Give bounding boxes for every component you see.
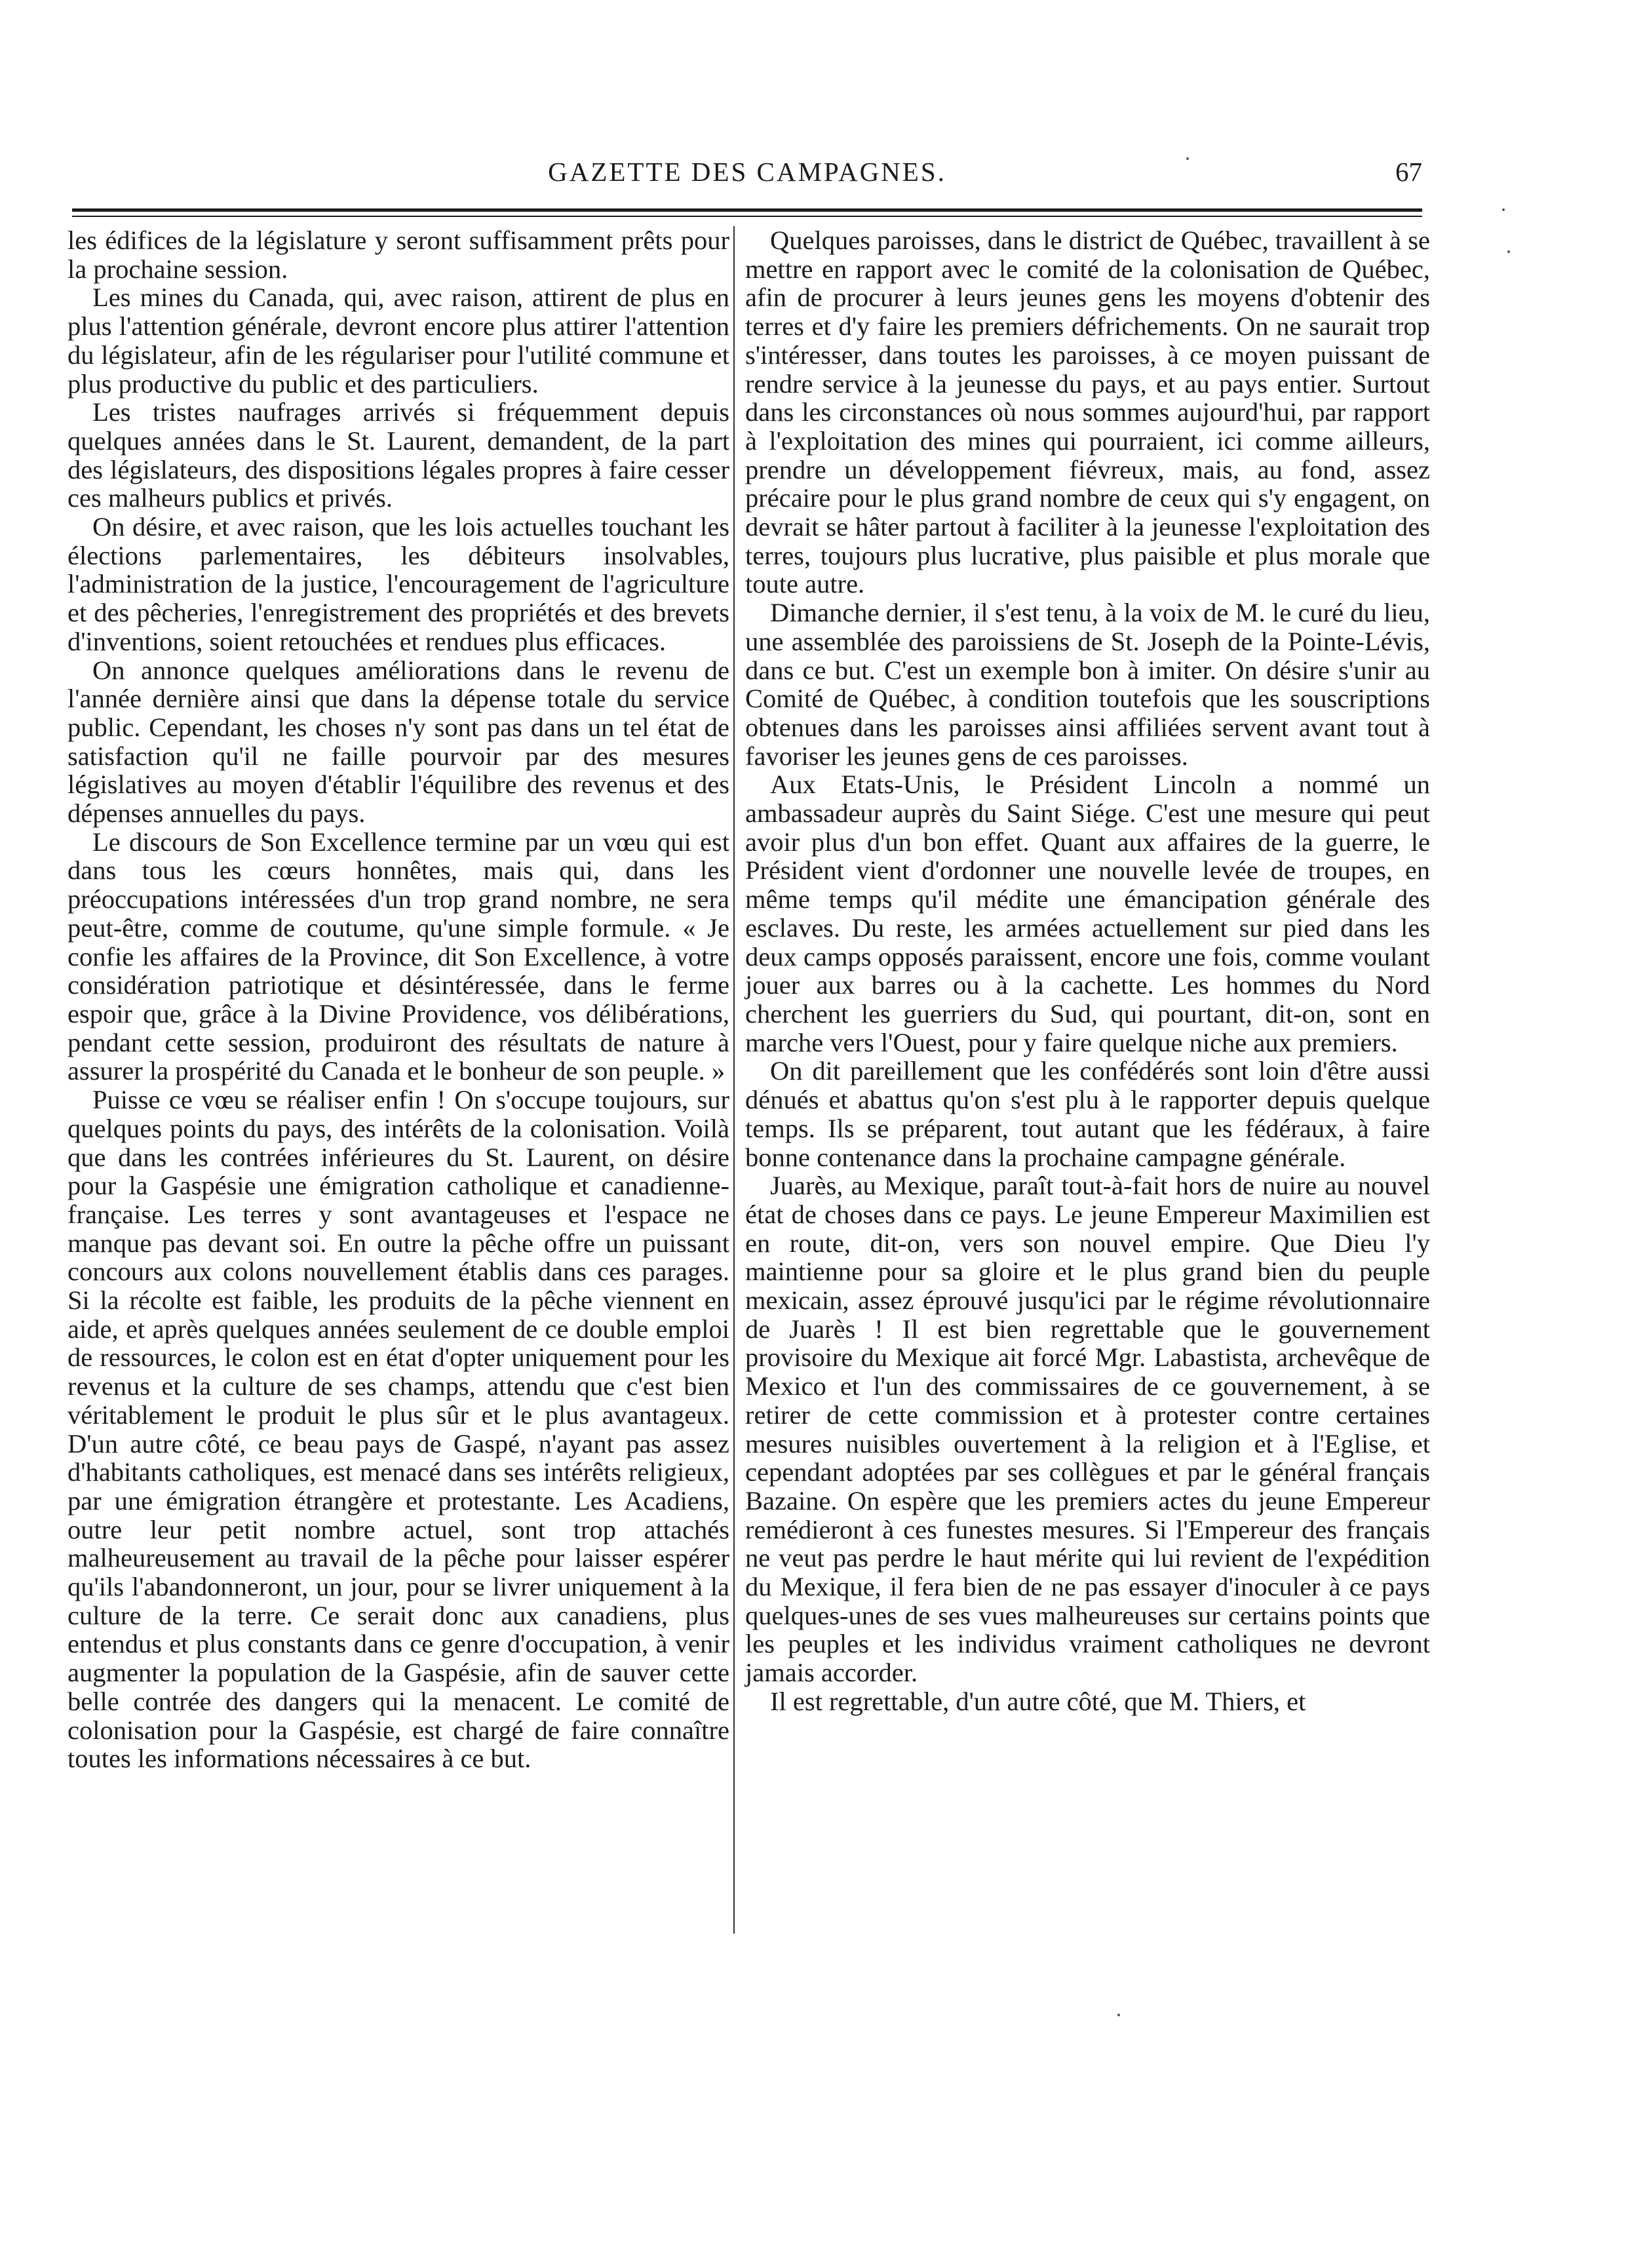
paragraph: On annonce quelques améliorations dans le revenu de l'année dernière ainsi que dans la dépense totale du service public. Cependant, les choses n'y sont pas dans un tel état de satisfaction qu'il ne faille pourvoir par des mesures législatives au moyen d'établir l'équilibre des revenus et des dépenses annuelles du pays.: [68, 655, 729, 829]
paragraph: Juarès, au Mexique, paraît tout-à-fait hors de nuire au nouvel état de choses dans ce pays. Le jeune Empereur Maximilien est en route, dit-on, vers son nouvel empire. Que Dieu l'y maintienne pour sa gloire et le plus grand bien du peuple mexicain, assez éprouvé jusqu'ici par le régime révolutionnaire de Juarès ! Il est bien regrettable que le gouvernement provisoire du Mexique ait forcé Mgr. Labastista, archevêque de Mexico et l'un des commissaires de ce gouvernement, à se retirer de cette commission et à protester contre certaines mesures nuisibles ouvertement à la religion et à l'Eglise, et cependant adoptées par ses collègues et par le général français Bazaine. On espère que les premiers actes du jeune Empereur remédieront à ces funestes mesures. Si l'Empereur des français ne veut pas perdre le haut mérite qui lui revient de l'expédition du Mexique, il fera bien de ne pas essayer d'inoculer à ce pays quelques-unes de ses vues malheureuses sur certains points que les peuples et les individus vraiment catholiques ne devront jamais accorder.: [745, 1171, 1430, 1688]
ink-speck: [1502, 208, 1505, 211]
right-column: [745, 226, 1430, 1716]
page-number: 67: [1395, 157, 1422, 187]
page-header: [72, 149, 1422, 195]
header-rule-thin: [72, 216, 1422, 217]
paragraph: les édifices de la législature y seront suffisamment prêts pour la prochaine session.: [68, 225, 729, 284]
paragraph: Puisse ce vœu se réaliser enfin ! On s'occupe toujours, sur quelques points du pays, des intérêts de la colonisation. Voilà que dans les contrées inférieures du St. Laurent, on désire pour la Gaspésie une émigration catholique et canadienne-française. Les terres y sont avantageuses et l'espace ne manque pas devant soi. En outre la pêche offre un puissant concours aux colons nouvellement établis dans ces parages. Si la récolte est faible, les produits de la pêche viennent en aide, et après quelques années seulement de ce double emploi de ressources, le colon est en état d'opter uniquement pour les revenus et la culture de ses champs, attendu que c'est bien véritablement le produit le plus sûr et le plus avantageux. D'un autre côté, ce beau pays de Gaspé, n'ayant pas assez d'habitants catholiques, est menacé dans ses intérêts religieux, par une émigration étrangère et protestante. Les Acadiens, outre leur petit nombre actuel, sont trop attachés malheureusement au travail de la pêche pour laisser espérer qu'ils l'abandonneront, un jour, pour se livrer uniquement à la culture de la terre. Ce serait donc aux canadiens, plus entendus et plus constants dans ce genre d'occupation, à venir augmenter la population de la Gaspésie, afin de sauver cette belle contrée des dangers qui la menacent. Le comité de colonisation pour la Gaspésie, est chargé de faire connaître toutes les informations nécessaires à ce but.: [68, 1085, 729, 1774]
paragraph: On dit pareillement que les confédérés sont loin d'être aussi dénués et abattus qu'on s'est plu à le rapporter depuis quelque temps. Ils se préparent, tout autant que les fédéraux, à faire bonne contenance dans la prochaine campagne générale.: [745, 1056, 1430, 1172]
left-column: [68, 226, 729, 1773]
paragraph: Il est regrettable, d'un autre côté, que M. Thiers, et: [770, 1686, 1306, 1716]
paragraph: Les tristes naufrages arrivés si fréquemment depuis quelques années dans le St. Laurent, demandent, de la part des législateurs, des dispositions légales propres à faire cesser ces malheurs publics et privés.: [68, 397, 729, 513]
ink-speck: [1507, 250, 1510, 253]
paragraph: Quelques paroisses, dans le district de Québec, travaillent à se mettre en rapport avec le comité de la colonisation de Québec, afin de procurer à leurs jeunes gens les moyens d'obtenir des terres et d'y faire les premiers défrichements. On ne saurait trop s'intéresser, dans toutes les paroisses, à ce moyen puissant de rendre service à la jeunesse du pays, et au pays entier. Surtout dans les circonstances où nous sommes aujourd'hui, par rapport à l'exploitation des mines qui pourraient, ici comme ailleurs, prendre un développement fiévreux, mais, au fond, assez précaire pour le plus grand nombre de ceux qui s'y engagent, on devrait se hâter partout à faciliter à la jeunesse l'exploitation des terres, toujours plus lucrative, plus paisible et plus morale que toute autre.: [745, 225, 1430, 599]
paragraph: On désire, et avec raison, que les lois actuelles touchant les élections parlementaires, les débiteurs insolvables, l'administration de la justice, l'encouragement de l'agriculture et des pêcheries, l'enregistrement des propriétés et des brevets d'inventions, soient retouchées et rendues plus efficaces.: [68, 512, 729, 656]
paragraph: Dimanche dernier, il s'est tenu, à la voix de M. le curé du lieu, une assemblée des paroissiens de St. Joseph de la Pointe-Lévis, dans ce but. C'est un exemple bon à imiter. On désire s'unir au Comité de Québec, à condition toutefois que les souscriptions obtenues dans les paroisses ainsi affiliées servent avant tout à favoriser les jeunes gens de ces paroisses.: [745, 598, 1430, 771]
paragraph: Le discours de Son Excellence termine par un vœu qui est dans tous les cœurs honnêtes, mais qui, dans les préoccupations intéressées d'un trop grand nombre, ne sera peut-être, comme de coutume, qu'une simple formule. « Je confie les affaires de la Province, dit Son Excellence, à votre considération patriotique et désintéressée, dans le ferme espoir que, grâce à la Divine Providence, vos délibérations, pendant cette session, produiront des résultats de nature à assurer la prospérité du Canada et le bonheur de son peuple. »: [68, 827, 729, 1086]
paragraph: Aux Etats-Unis, le Président Lincoln a nommé un ambassadeur auprès du Saint Siége. C'est une mesure qui peut avoir plus d'un bon effet. Quant aux affaires de la guerre, le Président vient d'ordonner une nouvelle levée de troupes, en même temps qu'il médite une émancipation générale des esclaves. Du reste, les armées actuellement sur pied dans les deux camps opposés paraissent, encore une fois, comme voulant jouer aux barres ou à la cachette. Les hommes du Nord cherchent les guerriers du Sud, qui pourtant, dit-on, sont en marche vers l'Ouest, pour y faire quelque niche aux premiers.: [745, 770, 1430, 1057]
header-rule-thick: [72, 208, 1422, 212]
column-divider: [733, 226, 735, 1934]
ink-speck: [1117, 2014, 1120, 2016]
paragraph: Les mines du Canada, qui, avec raison, attirent de plus en plus l'attention générale, devront encore plus attirer l'attention du législateur, afin de les régulariser pour l'utilité commune et plus productive du public et des particuliers.: [68, 283, 729, 399]
ink-speck: [1186, 157, 1189, 160]
running-title: GAZETTE DES CAMPAGNES.: [548, 157, 946, 187]
